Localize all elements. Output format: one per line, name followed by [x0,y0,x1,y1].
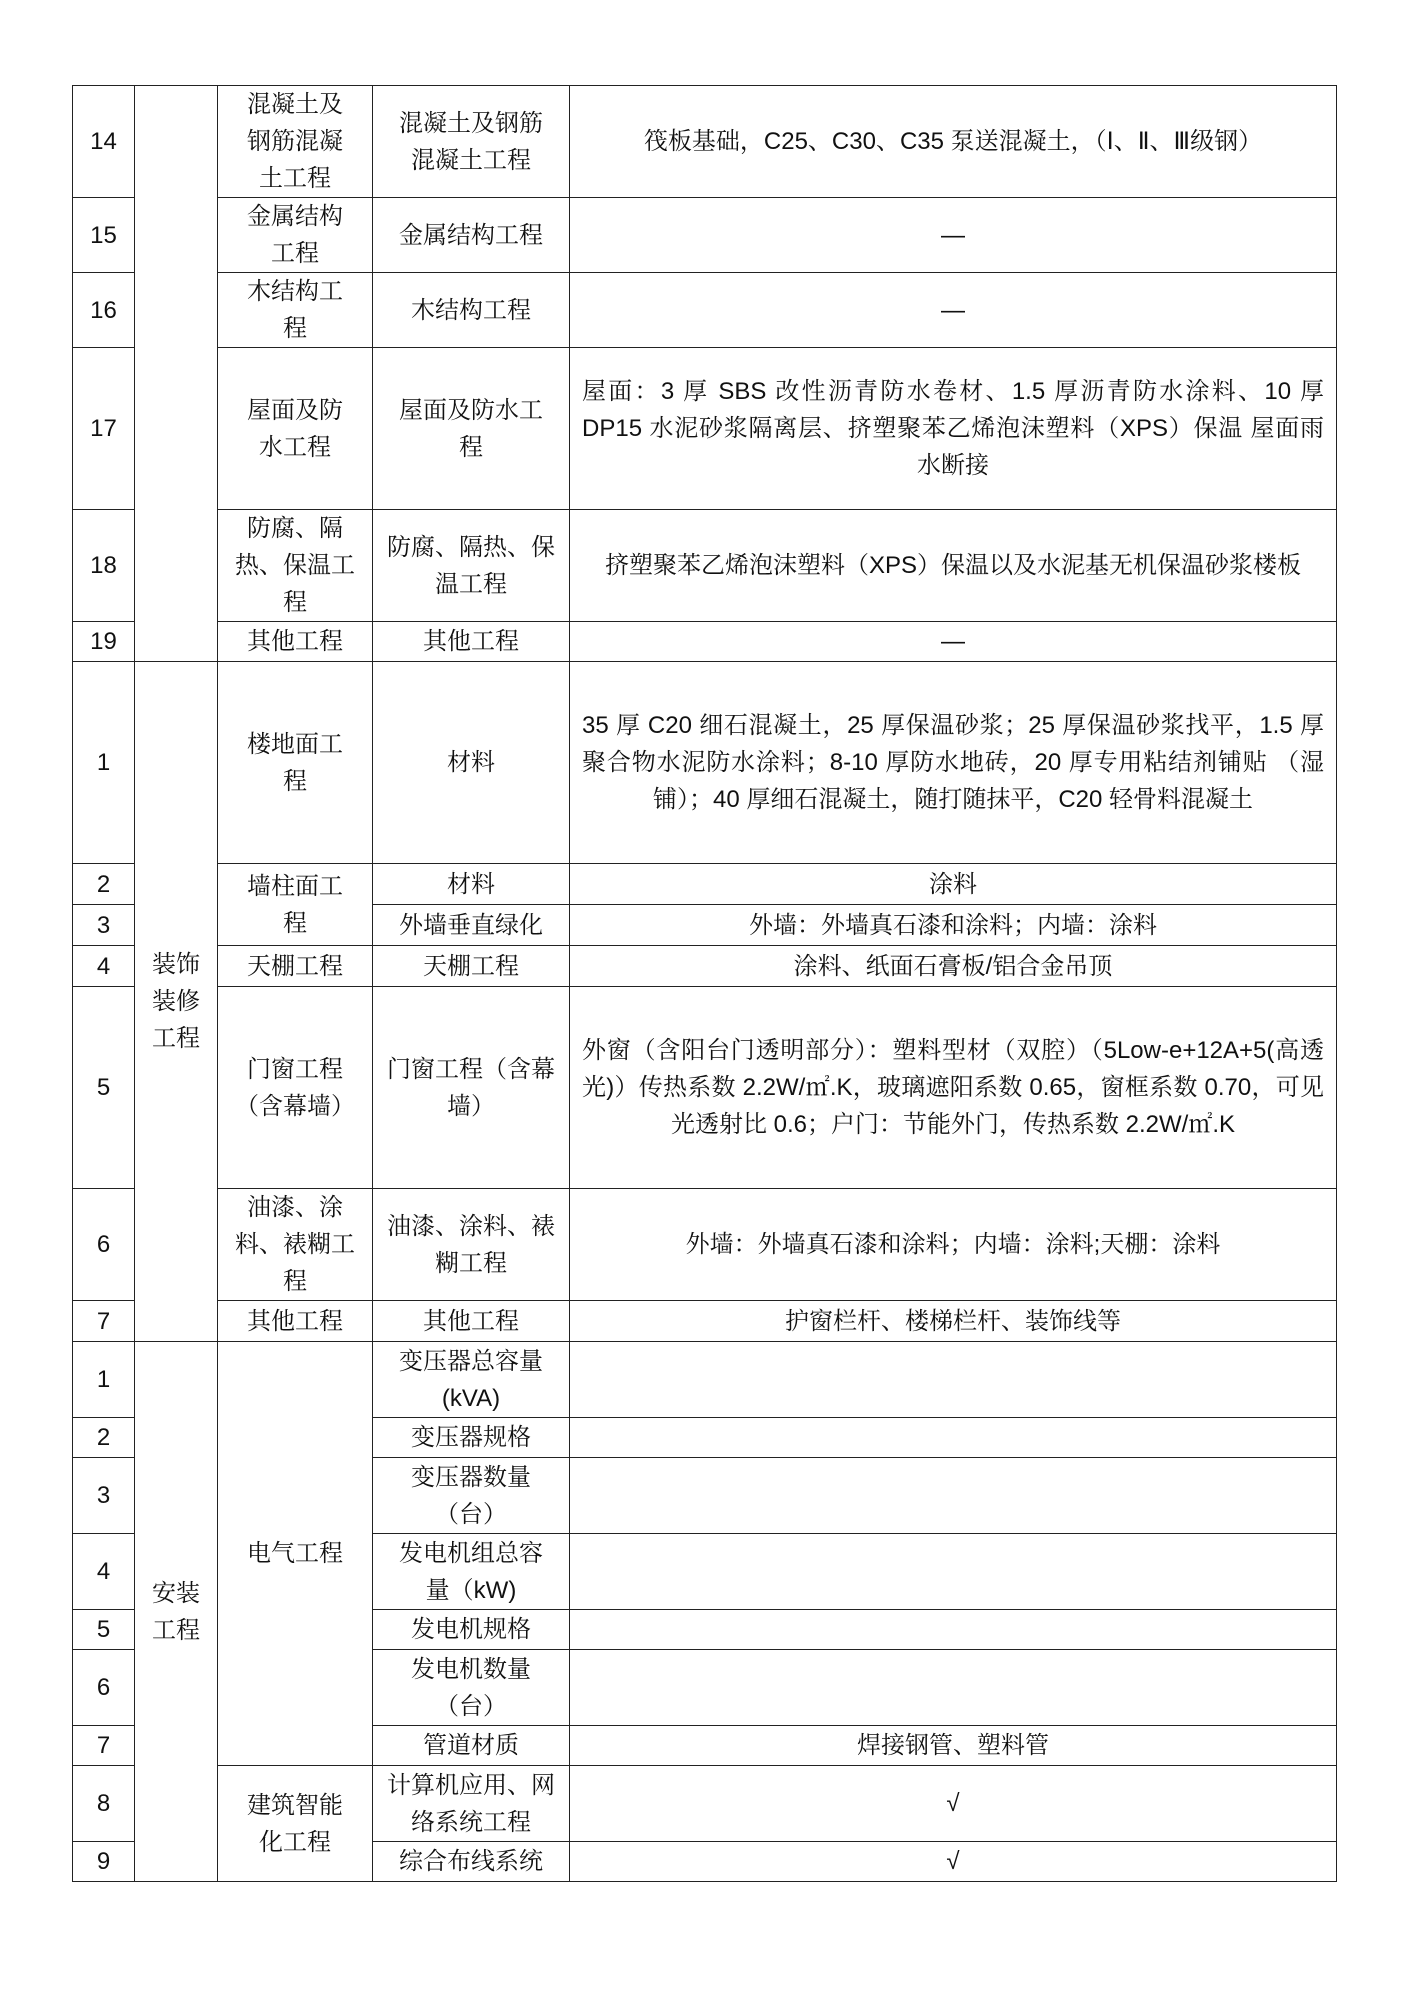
description [570,1342,1337,1418]
sub-item: 其他工程 [373,1301,570,1342]
table-row [73,1301,1337,1342]
category-cell: 安装 工程 [135,1342,218,1882]
check-mark: √ [570,1766,1337,1842]
description: 筏板基础，C25、C30、C35 泵送混凝土，（Ⅰ、Ⅱ、Ⅲ级钢） [570,86,1337,198]
row-number: 5 [73,1610,135,1650]
sub-item: 变压器总容量 (kVA) [373,1342,570,1418]
description: 外墙：外墙真石漆和涂料；内墙：涂料 [570,905,1337,946]
sub-item: 门窗工程（含幕 墙） [373,987,570,1189]
item-name: 墙柱面工 程 [218,864,373,946]
row-number: 8 [73,1766,135,1842]
sub-item: 材料 [373,662,570,864]
row-number: 3 [73,905,135,946]
row-number: 6 [73,1650,135,1726]
table-row [73,864,1337,905]
check-mark: √ [570,1842,1337,1882]
table-row [73,1189,1337,1301]
sub-item: 其他工程 [373,622,570,662]
table-row [73,662,1337,864]
description: 屋面：3 厚 SBS 改性沥青防水卷材、1.5 厚沥青防水涂料、10 厚 DP15 水泥砂浆隔离层、挤塑聚苯乙烯泡沫塑料（XPS）保温 屋面雨水断接 [570,348,1337,510]
item-name: 混凝土及 钢筋混凝 土工程 [218,86,373,198]
sub-item: 屋面及防水工 程 [373,348,570,510]
item-name: 防腐、隔 热、保温工 程 [218,510,373,622]
item-name: 其他工程 [218,622,373,662]
description [570,1534,1337,1610]
row-number: 4 [73,1534,135,1610]
description: 焊接钢管、塑料管 [570,1726,1337,1766]
row-number: 18 [73,510,135,622]
sub-item: 材料 [373,864,570,905]
sub-item: 发电机数量 （台） [373,1650,570,1726]
item-name: 油漆、涂 料、裱糊工 程 [218,1189,373,1301]
row-number: 2 [73,864,135,905]
item-name: 其他工程 [218,1301,373,1342]
row-number: 1 [73,662,135,864]
row-number: 17 [73,348,135,510]
sub-item: 混凝土及钢筋 混凝土工程 [373,86,570,198]
sub-item: 发电机组总容 量（kW) [373,1534,570,1610]
sub-item: 变压器规格 [373,1418,570,1458]
row-number: 15 [73,198,135,273]
description: 涂料、纸面石膏板/铝合金吊顶 [570,946,1337,987]
sub-item: 计算机应用、网 络系统工程 [373,1766,570,1842]
table-row [73,86,1337,198]
row-number: 3 [73,1458,135,1534]
description: — [570,273,1337,348]
engineering-spec-table [72,85,1337,1882]
item-name: 建筑智能 化工程 [218,1766,373,1882]
table-row [73,946,1337,987]
description: 涂料 [570,864,1337,905]
row-number: 9 [73,1842,135,1882]
sub-item: 油漆、涂料、裱 糊工程 [373,1189,570,1301]
description [570,1610,1337,1650]
sub-item: 木结构工程 [373,273,570,348]
row-number: 7 [73,1301,135,1342]
row-number: 14 [73,86,135,198]
category-cell [135,86,218,662]
table-row [73,622,1337,662]
item-name: 楼地面工 程 [218,662,373,864]
table-row [73,273,1337,348]
description: 外窗（含阳台门透明部分）：塑料型材（双腔）（5Low-e+12A+5(高透光)）传热系数 2.2W/㎡.K，玻璃遮阳系数 0.65，窗框系数 0.70，可见光透射比 0.6；户门：节能外门，传热系数 2.2W/㎡.K [570,987,1337,1189]
sub-item: 外墙垂直绿化 [373,905,570,946]
sub-item: 变压器数量 （台） [373,1458,570,1534]
description [570,1650,1337,1726]
table-row [73,1766,1337,1842]
sub-item: 防腐、隔热、保 温工程 [373,510,570,622]
sub-item: 天棚工程 [373,946,570,987]
table-row [73,1342,1337,1418]
description: 挤塑聚苯乙烯泡沫塑料（XPS）保温以及水泥基无机保温砂浆楼板 [570,510,1337,622]
row-number: 5 [73,987,135,1189]
row-number: 19 [73,622,135,662]
item-name: 电气工程 [218,1342,373,1766]
table-row [73,510,1337,622]
sub-item: 综合布线系统 [373,1842,570,1882]
row-number: 1 [73,1342,135,1418]
sub-item: 金属结构工程 [373,198,570,273]
sub-item: 发电机规格 [373,1610,570,1650]
description [570,1458,1337,1534]
category-cell: 装饰 装修 工程 [135,662,218,1342]
row-number: 7 [73,1726,135,1766]
row-number: 2 [73,1418,135,1458]
item-name: 天棚工程 [218,946,373,987]
row-number: 16 [73,273,135,348]
item-name: 金属结构 工程 [218,198,373,273]
description: — [570,198,1337,273]
description: 外墙：外墙真石漆和涂料；内墙：涂料;天棚：涂料 [570,1189,1337,1301]
table-row [73,987,1337,1189]
description: 护窗栏杆、楼梯栏杆、装饰线等 [570,1301,1337,1342]
row-number: 4 [73,946,135,987]
item-name: 木结构工 程 [218,273,373,348]
item-name: 门窗工程 （含幕墙） [218,987,373,1189]
description [570,1418,1337,1458]
sub-item: 管道材质 [373,1726,570,1766]
description: — [570,622,1337,662]
item-name: 屋面及防 水工程 [218,348,373,510]
table-row [73,348,1337,510]
row-number: 6 [73,1189,135,1301]
description: 35 厚 C20 细石混凝土，25 厚保温砂浆；25 厚保温砂浆找平，1.5 厚聚合物水泥防水涂料；8-10 厚防水地砖，20 厚专用粘结剂铺贴 （湿铺）；40 厚细石混凝土，随打随抹平，C20 轻骨料混凝土 [570,662,1337,864]
table-row [73,198,1337,273]
